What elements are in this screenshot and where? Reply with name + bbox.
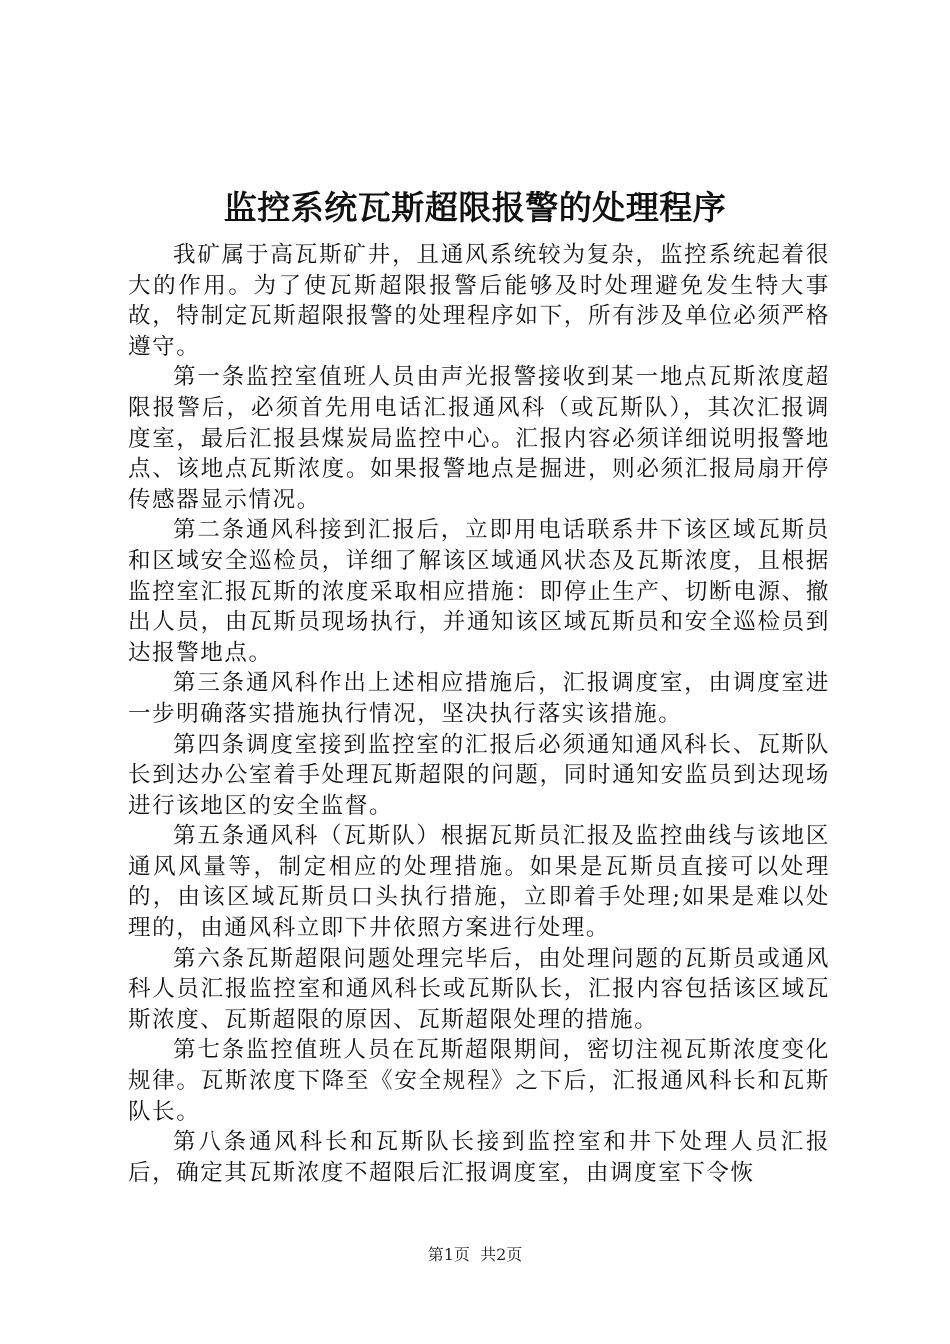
page-number: 第1页 (427, 1245, 470, 1264)
document-title: 监控系统瓦斯超限报警的处理程序 (223, 188, 727, 227)
paragraph-article-4: 第四条调度室接到监控室的汇报后必须通知通风科长、瓦斯队长到达办公室着手处理瓦斯超限的问题，同时通知安监员到达现场进行该地区的安全监督。 (128, 731, 830, 819)
paragraph-article-2: 第二条通风科接到汇报后，立即用电话联系井下该区域瓦斯员和区域安全巡检员，详细了解该区域通风状态及瓦斯浓度，且根据监控室汇报瓦斯的浓度采取相应措施：即停止生产、切断电源、撤出人员，由瓦斯员现场执行，并通知该区域瓦斯员和安全巡检员到达报警地点。 (128, 517, 830, 666)
document-body (128, 240, 830, 1188)
paragraph-article-6: 第六条瓦斯超限问题处理完毕后，由处理问题的瓦斯员或通风科人员汇报监控室和通风科长或瓦斯队长，汇报内容包括该区域瓦斯浓度、瓦斯超限的原因、瓦斯超限处理的措施。 (128, 945, 830, 1033)
paragraph-article-5: 第五条通风科（瓦斯队）根据瓦斯员汇报及监控曲线与该地区通风风量等，制定相应的处理措施。如果是瓦斯员直接可以处理的，由该区域瓦斯员口头执行措施，立即着手处理;如果是难以处理的，由通风科立即下井依照方案进行处理。 (128, 823, 830, 942)
page-total: 共2页 (480, 1245, 523, 1264)
paragraph-article-3: 第三条通风科作出上述相应措施后，汇报调度室，由调度室进一步明确落实措施执行情况，坚决执行落实该措施。 (128, 670, 830, 727)
paragraph-article-7: 第七条监控值班人员在瓦斯超限期间，密切注视瓦斯浓度变化规律。瓦斯浓度下降至《安全规程》之下后，汇报通风科长和瓦斯队长。 (128, 1037, 830, 1125)
page-footer (0, 1243, 950, 1267)
paragraph-article-1: 第一条监控室值班人员由声光报警接收到某一地点瓦斯浓度超限报警后，必须首先用电话汇报通风科（或瓦斯队），其次汇报调度室，最后汇报县煤炭局监控中心。汇报内容必须详细说明报警地点、该地点瓦斯浓度。如果报警地点是掘进，则必须汇报局扇开停传感器显示情况。 (128, 364, 830, 513)
paragraph-intro: 我矿属于高瓦斯矿井，且通风系统较为复杂，监控系统起着很大的作用。为了使瓦斯超限报警后能够及时处理避免发生特大事故，特制定瓦斯超限报警的处理程序如下，所有涉及单位必须严格遵守。 (128, 242, 830, 360)
paragraph-article-8: 第八条通风科长和瓦斯队长接到监控室和井下处理人员汇报后，确定其瓦斯浓度不超限后汇报调度室，由调度室下令恢 (128, 1129, 830, 1186)
